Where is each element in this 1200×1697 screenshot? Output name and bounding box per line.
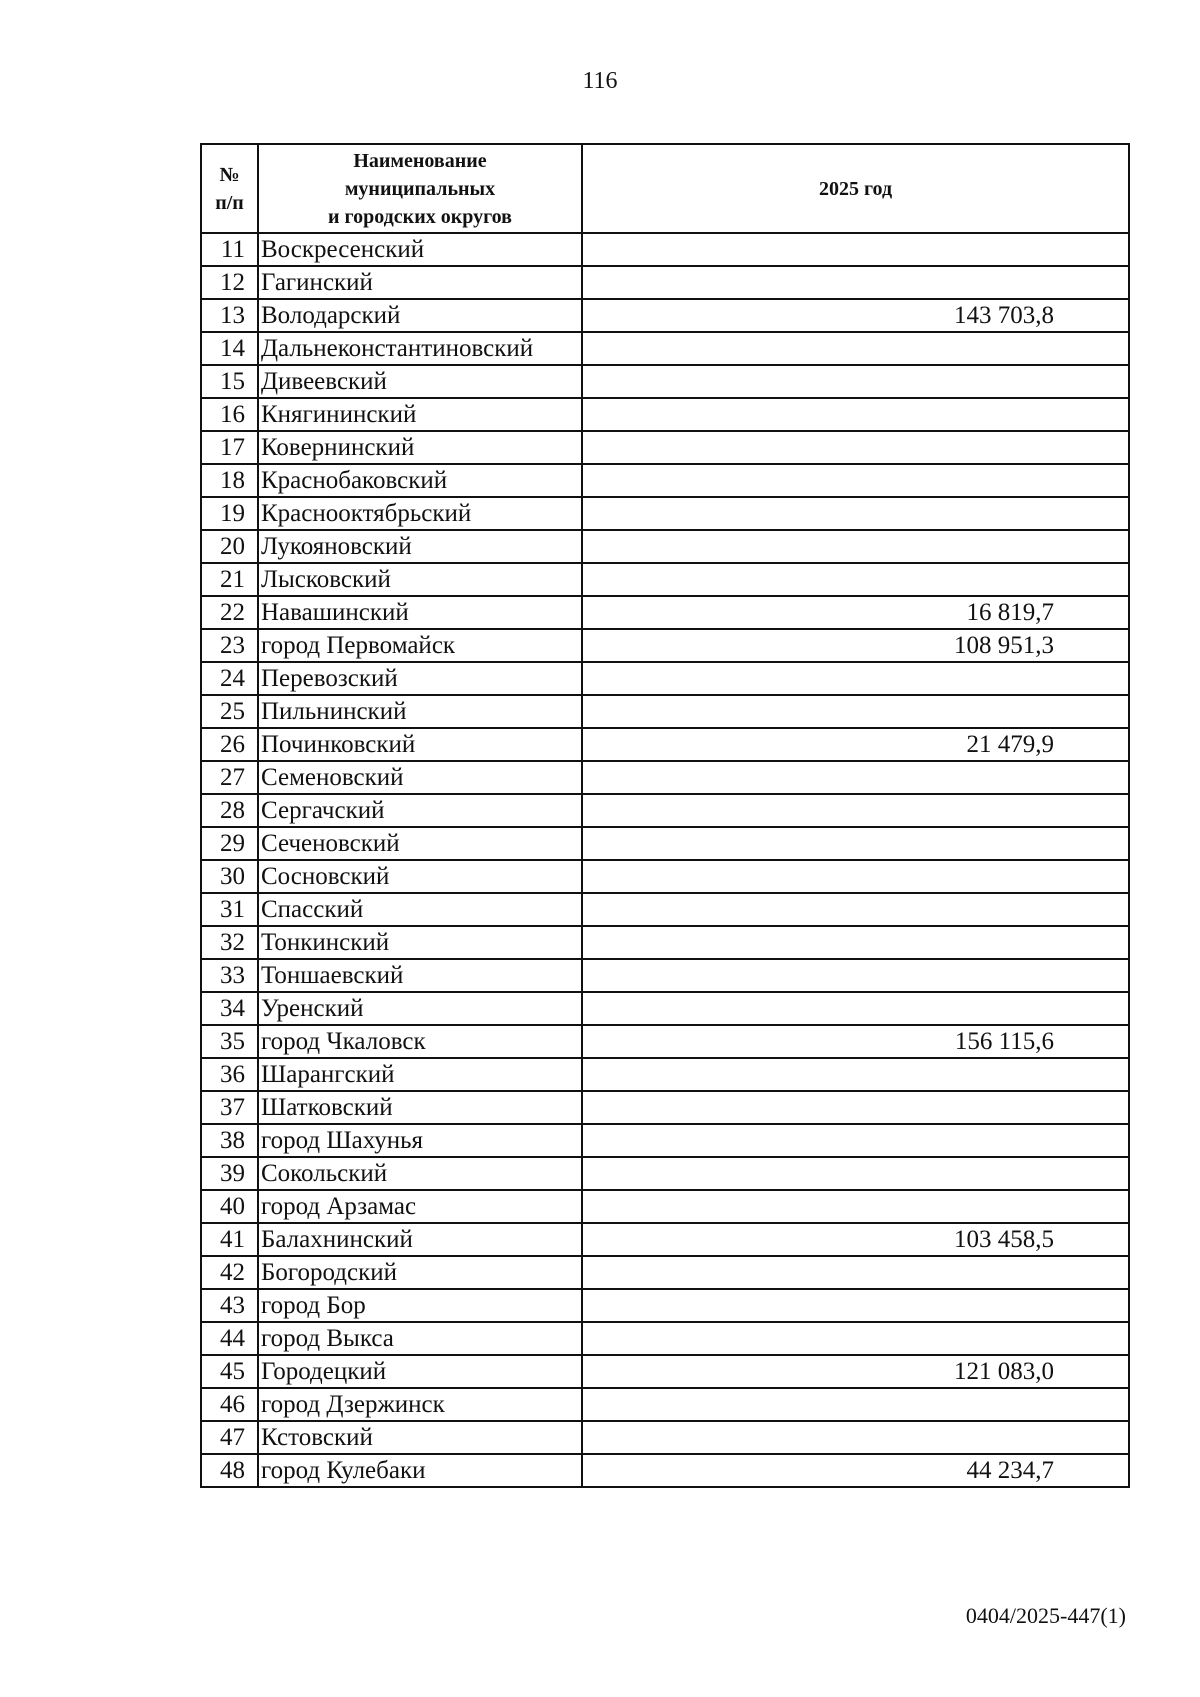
row-number-cell: 19 bbox=[201, 497, 258, 530]
table-row bbox=[201, 860, 1129, 893]
header-number-line2: п/п bbox=[215, 191, 244, 214]
table-row bbox=[201, 1223, 1129, 1256]
row-value-cell bbox=[582, 893, 1129, 926]
row-value-cell: 16 819,7 bbox=[582, 596, 1129, 629]
row-number-cell: 23 bbox=[201, 629, 258, 662]
row-name-cell: город Арзамас bbox=[258, 1190, 582, 1223]
row-number-cell: 14 bbox=[201, 332, 258, 365]
row-name-cell: Княгининский bbox=[258, 398, 582, 431]
table-row bbox=[201, 1190, 1129, 1223]
row-value-cell bbox=[582, 1322, 1129, 1355]
table-row bbox=[201, 1058, 1129, 1091]
row-number-cell: 20 bbox=[201, 530, 258, 563]
row-number-cell: 42 bbox=[201, 1256, 258, 1289]
row-name-cell: город Дзержинск bbox=[258, 1388, 582, 1421]
row-name-cell: Дивеевский bbox=[258, 365, 582, 398]
document-code: 0404/2025-447(1) bbox=[965, 1603, 1126, 1628]
row-number-cell: 36 bbox=[201, 1058, 258, 1091]
row-number-cell: 30 bbox=[201, 860, 258, 893]
row-name-cell: город Кулебаки bbox=[258, 1454, 582, 1487]
table-row bbox=[201, 299, 1129, 332]
row-number-cell: 21 bbox=[201, 563, 258, 596]
row-name-cell: Уренский bbox=[258, 992, 582, 1025]
row-number-cell: 24 bbox=[201, 662, 258, 695]
row-value-cell: 108 951,3 bbox=[582, 629, 1129, 662]
table-row bbox=[201, 233, 1129, 266]
table-row bbox=[201, 497, 1129, 530]
row-number-cell: 47 bbox=[201, 1421, 258, 1454]
row-value-cell bbox=[582, 1256, 1129, 1289]
header-name-line1: Наименование bbox=[353, 149, 487, 172]
row-name-cell: Лысковский bbox=[258, 563, 582, 596]
table-row bbox=[201, 1322, 1129, 1355]
table-row bbox=[201, 563, 1129, 596]
row-number-cell: 41 bbox=[201, 1223, 258, 1256]
row-value-cell bbox=[582, 1190, 1129, 1223]
row-number-cell: 18 bbox=[201, 464, 258, 497]
row-value-cell: 143 703,8 bbox=[582, 299, 1129, 332]
row-name-cell: Перевозский bbox=[258, 662, 582, 695]
row-number-cell: 16 bbox=[201, 398, 258, 431]
table-row bbox=[201, 1124, 1129, 1157]
row-name-cell: город Выкса bbox=[258, 1322, 582, 1355]
row-number-cell: 33 bbox=[201, 959, 258, 992]
table-header bbox=[201, 144, 1129, 233]
row-name-cell: Тоншаевский bbox=[258, 959, 582, 992]
row-value-cell bbox=[582, 1091, 1129, 1124]
row-name-cell: Краснооктябрьский bbox=[258, 497, 582, 530]
row-name-cell: город Первомайск bbox=[258, 629, 582, 662]
row-value-cell bbox=[582, 926, 1129, 959]
row-name-cell: Богородский bbox=[258, 1256, 582, 1289]
table-row bbox=[201, 266, 1129, 299]
row-value-cell bbox=[582, 794, 1129, 827]
row-value-cell: 103 458,5 bbox=[582, 1223, 1129, 1256]
header-number-column bbox=[201, 144, 258, 233]
row-number-cell: 31 bbox=[201, 893, 258, 926]
row-name-cell: Сергачский bbox=[258, 794, 582, 827]
row-value-cell bbox=[582, 860, 1129, 893]
header-name-column bbox=[258, 144, 582, 233]
row-name-cell: Дальнеконстантиновский bbox=[258, 332, 582, 365]
header-year-column: 2025 год bbox=[582, 144, 1129, 233]
row-value-cell bbox=[582, 1289, 1129, 1322]
row-number-cell: 40 bbox=[201, 1190, 258, 1223]
row-number-cell: 29 bbox=[201, 827, 258, 860]
row-value-cell bbox=[582, 398, 1129, 431]
table-row bbox=[201, 596, 1129, 629]
row-value-cell bbox=[582, 365, 1129, 398]
row-number-cell: 13 bbox=[201, 299, 258, 332]
row-name-cell: Кстовский bbox=[258, 1421, 582, 1454]
table-row bbox=[201, 1454, 1129, 1487]
row-number-cell: 44 bbox=[201, 1322, 258, 1355]
row-number-cell: 38 bbox=[201, 1124, 258, 1157]
row-value-cell: 121 083,0 bbox=[582, 1355, 1129, 1388]
row-name-cell: Пильнинский bbox=[258, 695, 582, 728]
table-row bbox=[201, 464, 1129, 497]
table-row bbox=[201, 431, 1129, 464]
table-row bbox=[201, 1091, 1129, 1124]
header-name-line3: и городских округов bbox=[328, 205, 512, 228]
row-name-cell: город Шахунья bbox=[258, 1124, 582, 1157]
row-value-cell bbox=[582, 266, 1129, 299]
table-row bbox=[201, 794, 1129, 827]
row-value-cell bbox=[582, 959, 1129, 992]
row-value-cell bbox=[582, 497, 1129, 530]
row-value-cell bbox=[582, 1157, 1129, 1190]
row-name-cell: Гагинский bbox=[258, 266, 582, 299]
row-number-cell: 34 bbox=[201, 992, 258, 1025]
table-row bbox=[201, 695, 1129, 728]
page-number: 116 bbox=[582, 68, 618, 94]
row-value-cell bbox=[582, 233, 1129, 266]
row-number-cell: 48 bbox=[201, 1454, 258, 1487]
row-number-cell: 28 bbox=[201, 794, 258, 827]
table-row bbox=[201, 1289, 1129, 1322]
table-row bbox=[201, 1388, 1129, 1421]
row-name-cell: Балахнинский bbox=[258, 1223, 582, 1256]
row-number-cell: 43 bbox=[201, 1289, 258, 1322]
row-number-cell: 32 bbox=[201, 926, 258, 959]
table-row bbox=[201, 1355, 1129, 1388]
row-name-cell: Шатковский bbox=[258, 1091, 582, 1124]
row-number-cell: 25 bbox=[201, 695, 258, 728]
row-value-cell bbox=[582, 563, 1129, 596]
row-name-cell: Городецкий bbox=[258, 1355, 582, 1388]
header-number-line1: № bbox=[219, 163, 240, 186]
table-row bbox=[201, 827, 1129, 860]
row-number-cell: 35 bbox=[201, 1025, 258, 1058]
row-number-cell: 26 bbox=[201, 728, 258, 761]
table-row bbox=[201, 1157, 1129, 1190]
row-name-cell: Навашинский bbox=[258, 596, 582, 629]
row-name-cell: город Чкаловск bbox=[258, 1025, 582, 1058]
table-row bbox=[201, 728, 1129, 761]
table-row bbox=[201, 893, 1129, 926]
row-name-cell: Ковернинский bbox=[258, 431, 582, 464]
row-name-cell: Володарский bbox=[258, 299, 582, 332]
row-name-cell: Починковский bbox=[258, 728, 582, 761]
row-number-cell: 17 bbox=[201, 431, 258, 464]
row-value-cell bbox=[582, 992, 1129, 1025]
row-value-cell bbox=[582, 431, 1129, 464]
row-value-cell: 21 479,9 bbox=[582, 728, 1129, 761]
row-value-cell bbox=[582, 1124, 1129, 1157]
row-name-cell: Сеченовский bbox=[258, 827, 582, 860]
row-name-cell: город Бор bbox=[258, 1289, 582, 1322]
row-number-cell: 37 bbox=[201, 1091, 258, 1124]
row-name-cell: Спасский bbox=[258, 893, 582, 926]
table-row bbox=[201, 530, 1129, 563]
table-row bbox=[201, 629, 1129, 662]
allocation-table bbox=[200, 143, 1130, 1488]
row-name-cell: Краснобаковский bbox=[258, 464, 582, 497]
row-value-cell bbox=[582, 530, 1129, 563]
table-row bbox=[201, 365, 1129, 398]
row-value-cell bbox=[582, 1388, 1129, 1421]
row-name-cell: Тонкинский bbox=[258, 926, 582, 959]
row-number-cell: 27 bbox=[201, 761, 258, 794]
row-value-cell bbox=[582, 827, 1129, 860]
row-value-cell bbox=[582, 662, 1129, 695]
row-name-cell: Воскресенский bbox=[258, 233, 582, 266]
row-number-cell: 46 bbox=[201, 1388, 258, 1421]
row-value-cell: 44 234,7 bbox=[582, 1454, 1129, 1487]
row-value-cell bbox=[582, 695, 1129, 728]
table-body bbox=[201, 233, 1129, 1487]
row-value-cell: 156 115,6 bbox=[582, 1025, 1129, 1058]
row-value-cell bbox=[582, 464, 1129, 497]
row-number-cell: 11 bbox=[201, 233, 258, 266]
row-name-cell: Семеновский bbox=[258, 761, 582, 794]
table-row bbox=[201, 926, 1129, 959]
table-row bbox=[201, 1025, 1129, 1058]
row-name-cell: Шарангский bbox=[258, 1058, 582, 1091]
header-name-line2: муниципальных bbox=[344, 177, 496, 200]
row-number-cell: 15 bbox=[201, 365, 258, 398]
row-number-cell: 22 bbox=[201, 596, 258, 629]
table-row bbox=[201, 662, 1129, 695]
table-row bbox=[201, 761, 1129, 794]
row-value-cell bbox=[582, 761, 1129, 794]
row-value-cell bbox=[582, 1421, 1129, 1454]
row-number-cell: 45 bbox=[201, 1355, 258, 1388]
row-name-cell: Лукояновский bbox=[258, 530, 582, 563]
header-row bbox=[201, 144, 1129, 233]
table-row bbox=[201, 1421, 1129, 1454]
row-number-cell: 12 bbox=[201, 266, 258, 299]
row-name-cell: Сосновский bbox=[258, 860, 582, 893]
table-row bbox=[201, 398, 1129, 431]
table-row bbox=[201, 332, 1129, 365]
table-row bbox=[201, 1256, 1129, 1289]
table-row bbox=[201, 992, 1129, 1025]
row-value-cell bbox=[582, 1058, 1129, 1091]
row-number-cell: 39 bbox=[201, 1157, 258, 1190]
table-row bbox=[201, 959, 1129, 992]
row-name-cell: Сокольский bbox=[258, 1157, 582, 1190]
row-value-cell bbox=[582, 332, 1129, 365]
